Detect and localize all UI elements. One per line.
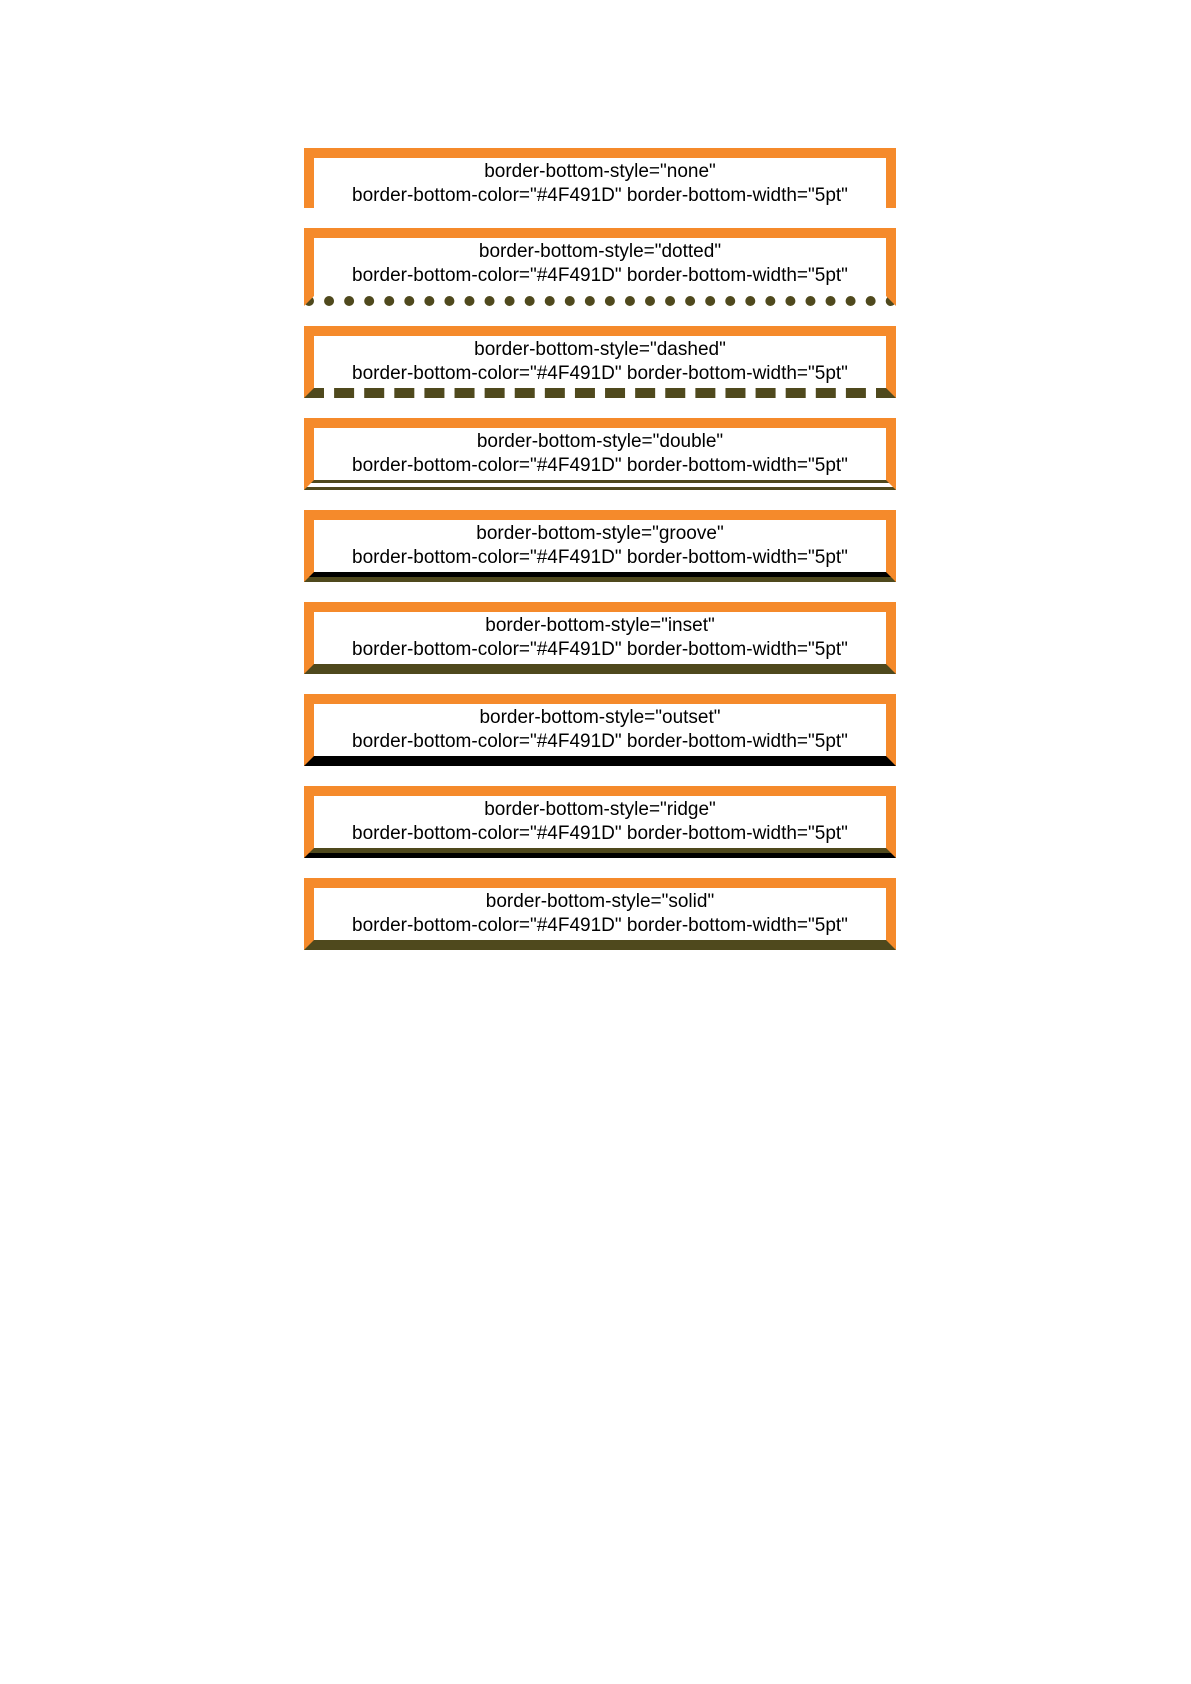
border-demo-outset [304,694,896,766]
block-style-label: border-bottom-style="dashed" [474,339,726,360]
block-attributes-label: border-bottom-color="#4F491D" border-bottom-width="5pt" [352,639,848,660]
block-attributes-label: border-bottom-color="#4F491D" border-bottom-width="5pt" [352,823,848,844]
border-demo-ridge [304,786,896,858]
border-demo-double [304,418,896,490]
block-attributes-label: border-bottom-color="#4F491D" border-bottom-width="5pt" [352,915,848,936]
block-style-label: border-bottom-style="none" [484,161,716,182]
border-demo-none [304,148,896,208]
block-style-label: border-bottom-style="double" [476,431,724,452]
border-demo-solid [304,878,896,950]
block-style-label: border-bottom-style="outset" [479,707,721,728]
block-attributes-label: border-bottom-color="#4F491D" border-bottom-width="5pt" [352,455,848,476]
border-demo-inset [304,602,896,674]
border-demo-dotted [304,228,896,306]
block-style-label: border-bottom-style="ridge" [484,799,716,820]
block-attributes-label: border-bottom-color="#4F491D" border-bottom-width="5pt" [352,363,848,384]
border-demo-groove [304,510,896,582]
block-style-label: border-bottom-style="groove" [476,523,724,544]
block-attributes-label: border-bottom-color="#4F491D" border-bottom-width="5pt" [352,731,848,752]
border-demo-stack [304,148,896,970]
block-attributes-label: border-bottom-color="#4F491D" border-bottom-width="5pt" [352,547,848,568]
block-attributes-label: border-bottom-color="#4F491D" border-bottom-width="5pt" [352,265,848,286]
block-style-label: border-bottom-style="solid" [485,891,715,912]
block-style-label: border-bottom-style="dotted" [478,241,722,262]
border-demo-dashed [304,326,896,398]
block-style-label: border-bottom-style="inset" [485,615,715,636]
block-attributes-label: border-bottom-color="#4F491D" border-bottom-width="5pt" [352,185,848,206]
